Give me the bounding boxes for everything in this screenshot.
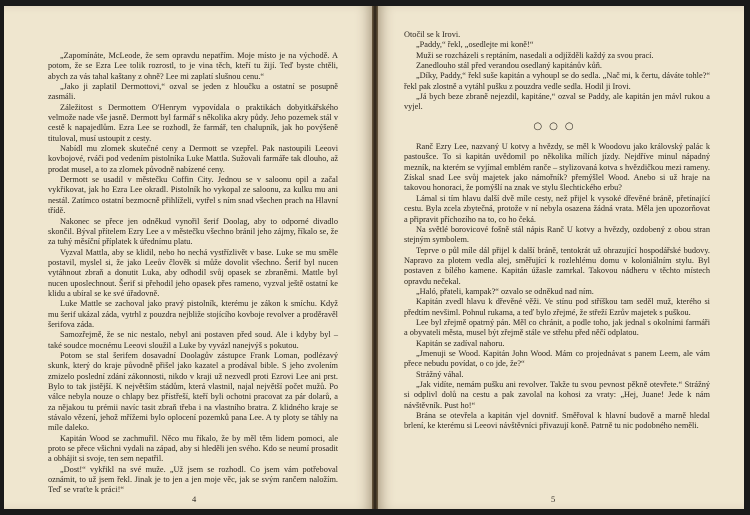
paragraph: Lee byl zřejmě opatrný pán. Měl co chránit, a podle toho, jak jednal s okolními farmáři a obyvateli města, musel být zřejmě stále ve střehu před něčí odplatou. [404, 317, 710, 338]
paragraph: „Díky, Paddy,“ řekl suše kapitán a vyhoupl se do sedla. „Nač mi, k čertu, dáváte tohle?“ řekl pak zlostně a vytáhl pušku z pouzdra vedle sedla. Hodil ji Irovi. [404, 71, 710, 91]
paragraph: Kapitán Wood se zachmuřil. Něco mu říkalo, že by měl těm lidem pomoci, ale proto se přece všichni vydali na západ, aby si hleděli jen svého. Kdo se neumí prosadit a obhájit si svoje, ten sem nepatřil. [48, 433, 338, 464]
paragraph: „Haló, přateli, kampak?“ ozvalo se odněkud nad ním. [416, 286, 594, 296]
paragraph: „Jako ji zaplatil Dermottovi,“ ozval se jeden z hloučku a ostatní se posupně zasmáli. [48, 82, 338, 102]
paragraph: Muži se rozcházeli s reptáním, nasedali a odjížděli každý za svou prací. [416, 50, 654, 60]
paragraph: Brána se otevřela a kapitán vjel dovnitř. Směřoval k hlavní budově a marně hledal brlení, ke kterému si Leeovi návštěvníci přivazují koně. Patrně tu nic podobného neměli. [404, 411, 710, 431]
left-page-text [48, 51, 338, 496]
paragraph: Ranč Ezry Lee, nazvaný U kotvy a hvězdy, se měl k Woodovu jako královský palác k pastoušce. To si kapitán uvědomil po několika mílích jízdy. Nejdříve minul nápadný mezník, na kterém se vyjímal emblém ranče – stylizovaná kotva s hvězdičkou mezi rameny. Získal snad Lee svůj majetek jako námořník? přemýšlel Wood. Anebo si už hraje na takovou honoraci, že pomýšlí na znak ve stylu šlechtického erbu? [404, 142, 710, 193]
paragraph: „Jak vidíte, nemám pušku ani revolver. Takže tu svou pevnost pěkně otevřete.“ Strážný si odplivl dolů na cestu a pak zavolal na kohosi za vraty: „Hej, Juane! Jede k nám návštěvník. Pust ho!“ [404, 380, 710, 410]
section-break-ornament: ○○○ [533, 120, 581, 132]
paragraph: „Jmenuji se Wood. Kapitán John Wood. Mám co projednávat s panem Leem, ale vám přece nebudu povídat, o co jde, že?“ [404, 348, 710, 369]
page-number: 5 [551, 494, 556, 504]
right-page-text [404, 30, 710, 432]
paragraph: „Zapomínáte, McLeode, že sem opravdu nepatřím. Moje místo je na východě. A potom, že se Ezra Lee tolik rozrostl, to je vina těch, kteří tu žijí. Teď byste chtěli, abych za vás tahal kaštany z ohně? Lee mi zaplatí slušnou cenu.“ [48, 51, 338, 81]
paragraph: Potom se stal šerifem dosavadní Doolagův zástupce Frank Loman, podlézavý skunk, který do kraje původně přišel jako kazatel a prodával bible. S jeho zvolením zmizelo poslední zdání zákonnosti, nikdo v kraji už nezvedl proti Ezrovi Lee ani prst. Bylo to tak jistější. K největším stádům, která vlastnil, najal největší počet mužů. Po válce nebyla nouze o chlapy bez přístřeší, kteří byli ochotni pracovat za pár dolarů, a za nějakou tu prémii navíc tasit zbraň třeba i na vlastního bratra. Z klidného kraje se stávalo vězení, jehož mřížemi bylo oplocení pozemků pana Lee. A ty ploty se táhly na míle daleko. [48, 350, 338, 433]
paragraph: Na světlé borovicové fošně stál nápis Ranč U kotvy a hvězdy, ozdobený z obou stran stejným symbolem. [404, 224, 710, 245]
paragraph: „Paddy,“ řekl, „osedlejte mi koně!“ [416, 40, 534, 50]
paragraph: Teprve o půl míle dál přijel k další bráně, tentokrát už ohrazující hospodářské budovy. Napravo za plotem vedla alej, směřující k rozlehlému domu v koloniálním stylu. Byl postaven z bílého kamene. Kapitán úžasle zamrkal. Takovou nádheru v těchto místech opravdu nečekal. [404, 245, 710, 286]
paragraph: Nakonec se přece jen odněkud vynořil šerif Doolag, aby to odporné divadlo skončil. Býval přítelem Ezry Lee a v městečku všechno bránil jeho zájmy, říkalo se, že za tuhý měsíční příplatek k úřednímu platu. [48, 216, 338, 247]
paragraph: Strážný váhal. [416, 369, 464, 379]
paragraph: Kapitán se zadíval nahoru. [416, 338, 505, 348]
paragraph: Záležitost s Dermottem O'Henrym vypovídala o praktikách dobyitkářského velmože nade vše jasně. Dermott byl farmář s několika akry půdy. Jeho pozemek stál v cestě k napajedlům. Ezra Lee se rozhodl, že farmář, ten chalupník, jak ho povýšeně tituloval, musí ustoupit z cesty. [48, 102, 338, 143]
paragraph: Dermott se usadil v městečku Coffin City. Jednou se v saloonu opil a začal vykřikovat, jak ho Ezra Lee okradl. Pistolník ho vykopal ze saloonu, za kulku mu ani nestál. Zatímco ostatní bezmocně přihlíželi, vytřel s ním snad všechen prach na Hlavní třídě. [48, 175, 338, 216]
paragraph: Luke Mattle se zachoval jako pravý pistolník, kterému je zákon k smíchu. Když mu šerif ukázal záda, vytrhl z pouzdra nejbliže stojícího kovboje revolver a proděravěl šerifova záda. [48, 299, 338, 329]
paragraph: Kapitán zvedl hlavu k dřevěné věži. Ve stínu pod stříškou tam seděl muž, kterého si předtím nevšiml. Pohnul rukama, a teď bylo zřejmé, že střeží Ezrův majetek s puškou. [404, 297, 710, 317]
left-page [4, 6, 372, 509]
page-number: 4 [192, 494, 197, 504]
paragraph: „Dost!“ vykřikl na své muže. „Už jsem se rozhodl. Co jsem vám potřeboval oznámit, to už jsem řekl. Jinak je to jen a jen moje věc, jak se svým rančem naložím. Teď se vraťte k práci!“ [48, 464, 338, 495]
paragraph: Nabídl mu zlomek skutečné ceny a Dermott se vzepřel. Pak nastoupili Leeovi kovbojové, rváči pod vedením pistolníka Luke Mattla. Sužovali farmáře tak dlouho, až prodat musel, a to za zlomek původně nabízené ceny. [48, 144, 338, 174]
paragraph: Vyzval Mattla, aby se klidil, nebo ho nechá vystřízlivět v base. Luke se mu směle postavil, myslel si, že jako Leeův člověk si může dovolit všechno. Šerif byl nucen vytáhnout zbraň a donutit Luka, aby odhodil svůj opasek se zbraněmi. Mattle byl nucen uposlechnout. Šerif si přehodil jeho opasek přes rameno, vyzval ještě ostatní ke klidu a ubíral se ke své úřadovně. [48, 247, 338, 298]
paragraph: „Já bych beze zbraně nejezdil, kapitáne,“ ozval se Paddy, ale kapitán jen mávl rukou a vyjel. [404, 92, 710, 112]
right-page [378, 6, 744, 509]
paragraph: Otočil se k Irovi. [404, 30, 461, 39]
paragraph: Samozřejmě, že se nic nestalo, nebyl ani postaven před soud. Ale i kdyby byl – také soudce mocnému Leeovi sloužil a Luke by vyvázl nanejvýš s pokutou. [48, 330, 338, 350]
paragraph: Lámal si tím hlavu další dvě míle cesty, než přijel k vysoké dřevěné bráně, přetínající cestu. Byla zcela zbytečná, protože v ní nebyla osazena žádná vrata. Měla jen upozorňovat a připravit příchozího na to, co ho čeká. [404, 193, 710, 224]
paragraph: Zanedlouho stál před verandou osedlaný kapitánův kůň. [416, 61, 602, 71]
